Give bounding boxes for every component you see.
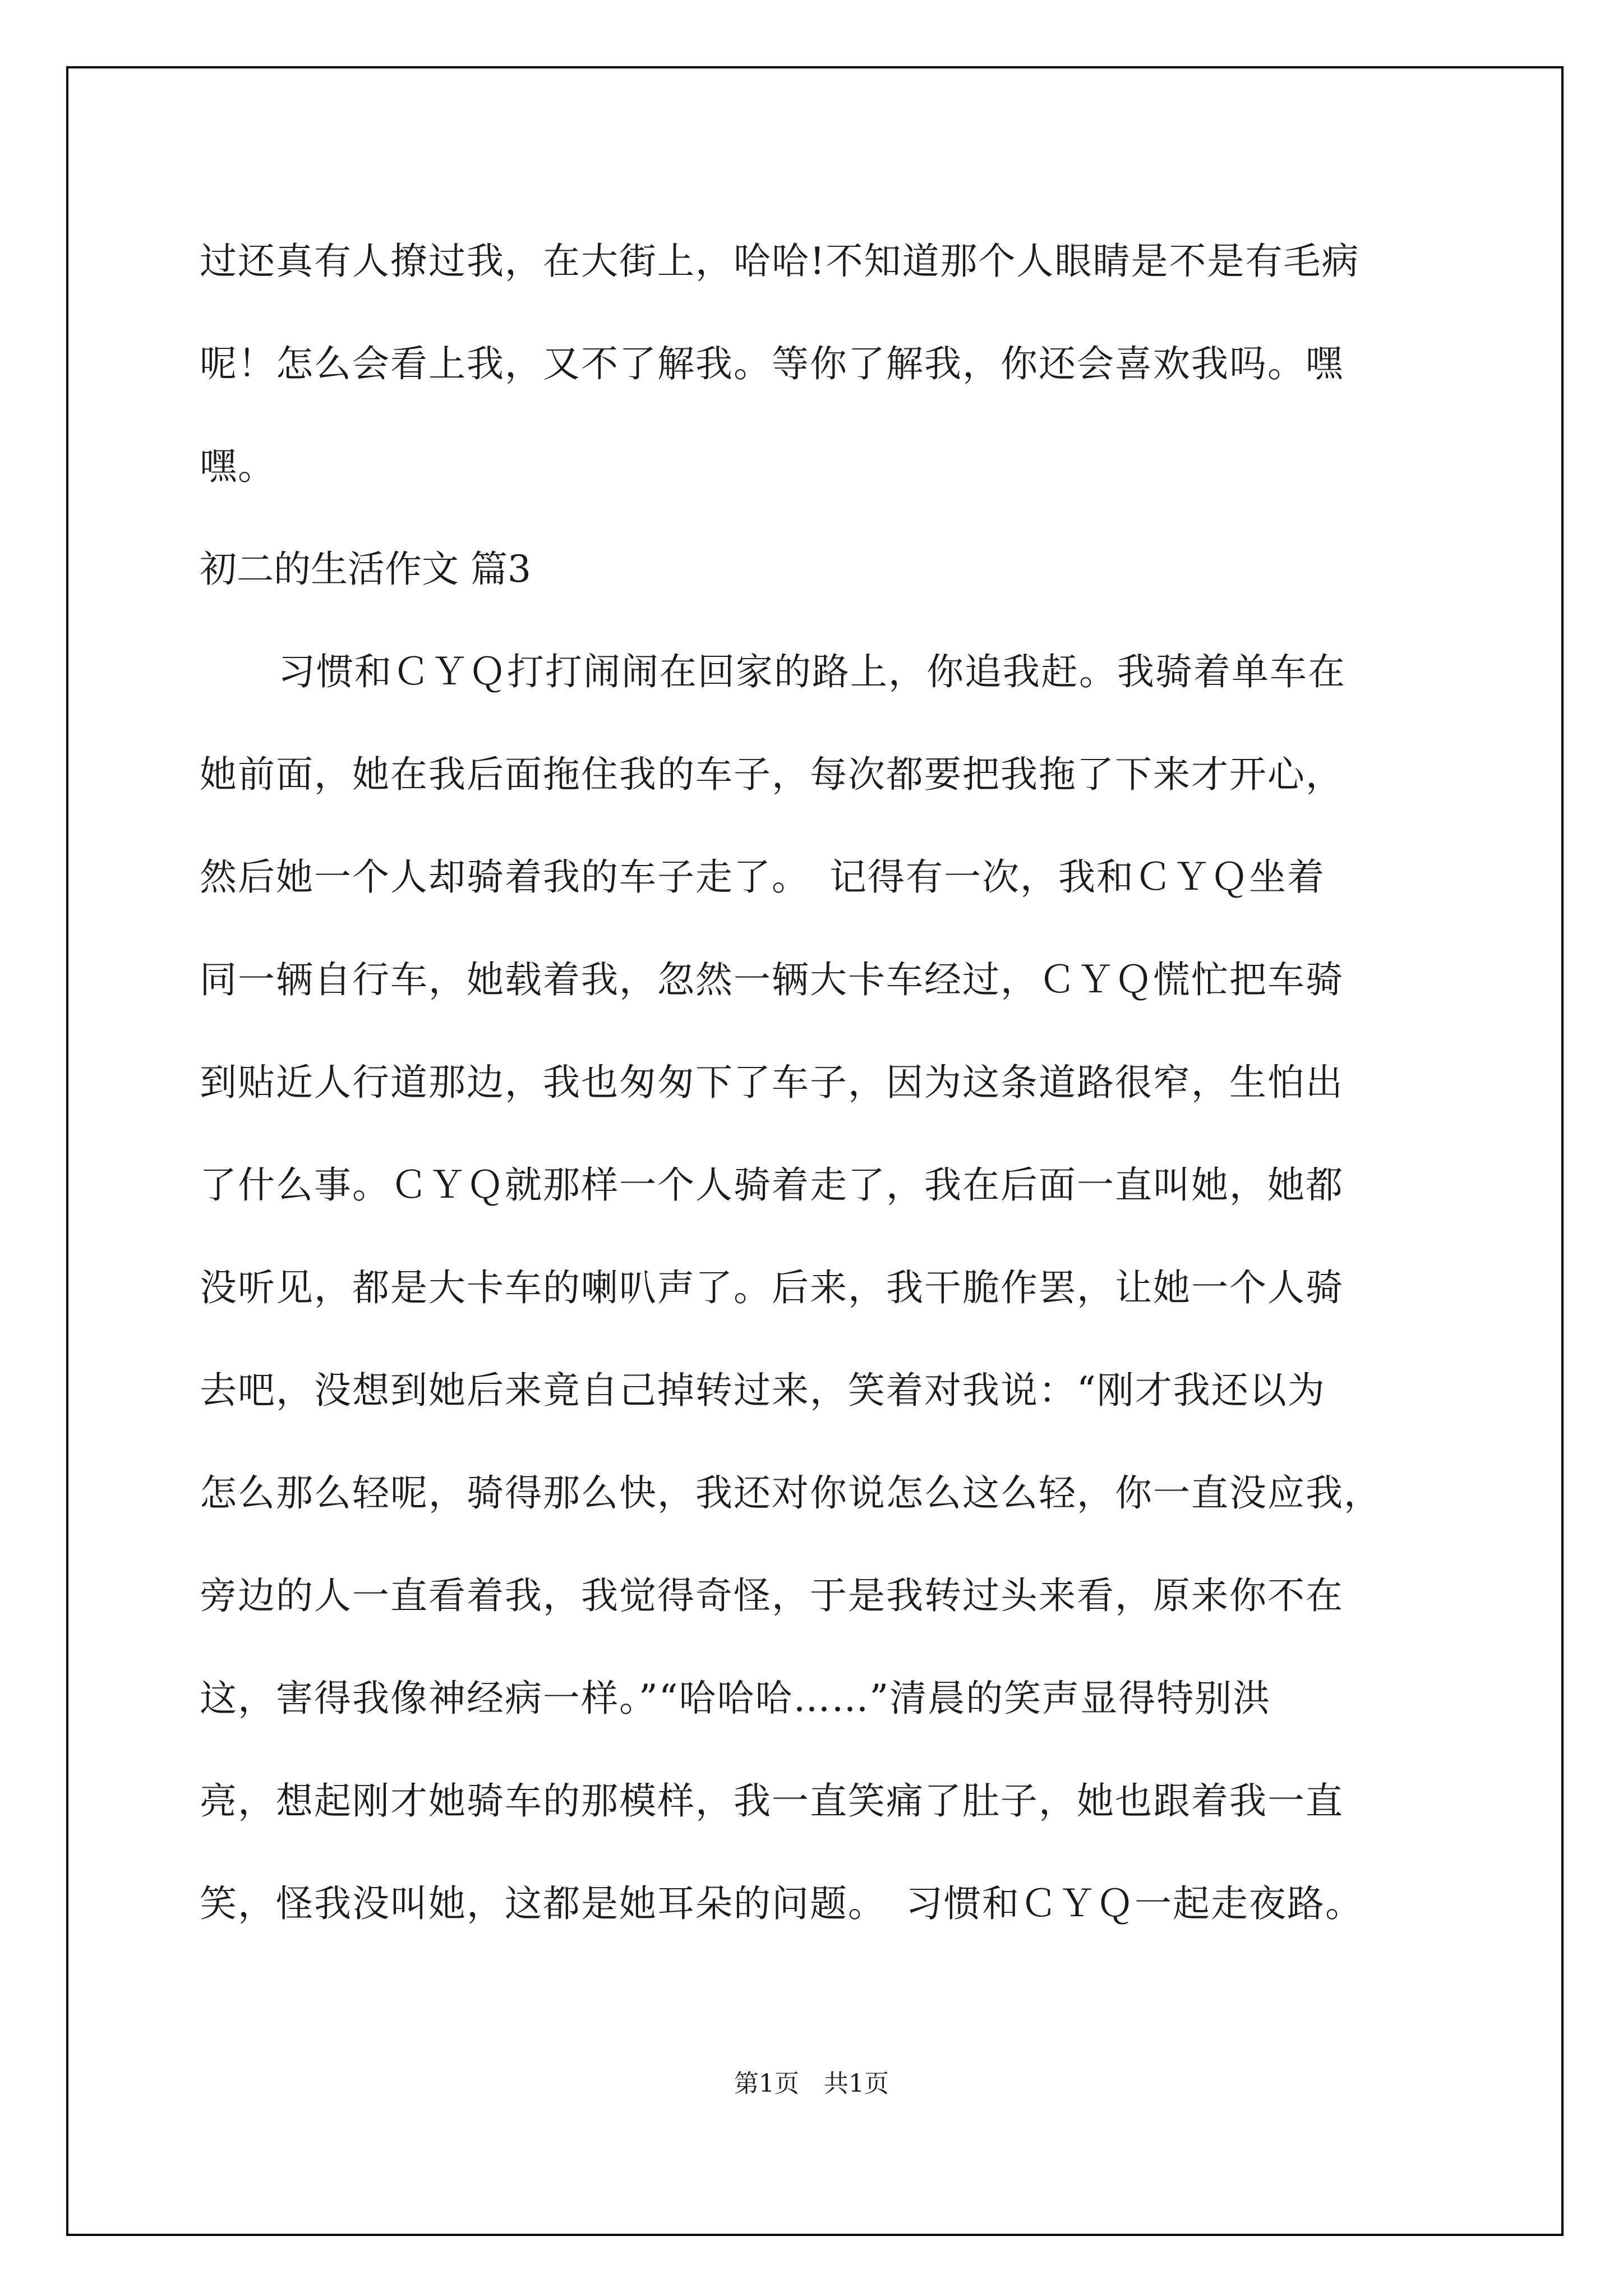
text-line: 过还真有人撩过我，在大街上，哈哈!不知道那个人眼睛是不是有毛病 [200, 240, 1360, 283]
page-footer: 第1页 共1页 [734, 2069, 889, 2098]
section-heading: 初二的生活作文 篇3 [200, 547, 531, 591]
text-line: 亮，想起刚才她骑车的那模样，我一直笑痛了肚子，她也跟着我一直 [200, 1779, 1344, 1823]
text-line: 去吧，没想到她后来竟自己掉转过来，笑着对我说：“刚才我还以为 [200, 1369, 1326, 1412]
text-line: 笑，怪我没叫她，这都是她耳朵的问题。 习惯和ＣＹＱ一起走夜路。 [200, 1882, 1363, 1925]
text-line: 同一辆自行车，她载着我，忽然一辆大卡车经过，ＣＹＱ慌忙把车骑 [200, 958, 1344, 1001]
text-line: 她前面，她在我后面拖住我的车子，每次都要把我拖了下来才开心， [200, 753, 1344, 796]
text-line: 呢！怎么会看上我，又不了解我。等你了解我，你还会喜欢我吗。嘿 [200, 342, 1344, 385]
text-line: 了什么事。ＣＹＱ就那样一个人骑着走了，我在后面一直叫她，她都 [200, 1163, 1344, 1207]
text-line: 怎么那么轻呢，骑得那么快，我还对你说怎么这么轻，你一直没应我， [200, 1471, 1382, 1515]
text-line: 然后她一个人却骑着我的车子走了。 记得有一次，我和ＣＹＱ坐着 [200, 855, 1325, 899]
text-line: 嘿。 [200, 445, 276, 488]
text-line: 没听见，都是大卡车的喇叭声了。后来，我干脆作罢，让她一个人骑 [200, 1266, 1344, 1309]
paragraph-first-line: 习惯和ＣＹＱ打打闹闹在回家的路上，你追我赶。我骑着单车在 [278, 650, 1346, 693]
text-line: 到贴近人行道那边，我也匆匆下了车子，因为这条道路很窄，生怕出 [200, 1061, 1344, 1104]
text-line: 这，害得我像神经病一样。”“哈哈哈……”清晨的笑声显得特别洪 [200, 1677, 1271, 1720]
text-line: 旁边的人一直看着我，我觉得奇怪，于是我转过头来看，原来你不在 [200, 1574, 1344, 1617]
document-body [200, 210, 1433, 1955]
